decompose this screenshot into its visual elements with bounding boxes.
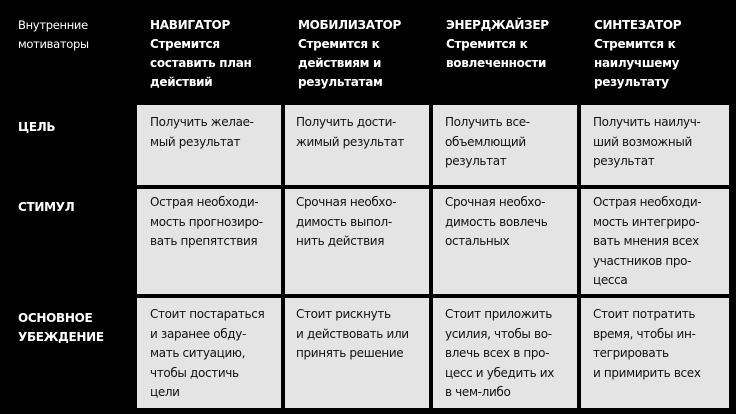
column-subtitle: Стремится к действиям и результатам [298,37,383,89]
column-subtitle: Стремится к вовлеченности [446,37,547,70]
cell-text: Стоит постараться и заранее обду- мать ситуацию, чтобы достичь цели [150,307,265,400]
cell-text: Острая необходи- мость прогнозиро- вать препятствия [150,195,263,249]
cell-text: Срочная необхо- димость вовлечь остальных [445,195,548,249]
row-label-stimulus: СТИМУЛ [18,200,75,214]
cell-text: Срочная необхо- димость выпол- нить действия [296,195,397,249]
row-label-core-belief: ОСНОВНОЕ УБЕЖДЕНИЕ [18,311,104,344]
column-header-mobilizer [298,16,413,92]
column-header-navigator [150,16,280,92]
column-title: СИНТЕЗАТОР [594,18,682,32]
cell-text: Получить наилуч- ший возможный результат [593,115,701,169]
cell-text: Стоит приложить усилия, чтобы во- влечь всех в про- цесс и убедить их в чем-либо [445,307,554,400]
cell-text: Стоит рискнуть и действовать или принять решение [296,307,409,361]
cell-text: Острая необходи- мость интегриро- вать мнения всех участников про- цесса [593,195,702,288]
cell-text: Получить дости- жимый результат [296,115,405,149]
column-title: ЭНЕРДЖАЙЗЕР [446,18,549,32]
corner-label: Внутренние мотиваторы [18,18,89,51]
cell-text: Получить все- объемлющий результат [445,115,530,169]
cell-text: Получить желае- мый результат [150,115,254,149]
column-header-synthesizer [594,16,704,92]
cell-text: Стоит потратить время, чтобы ин- тегрировать и примирить всех [593,307,701,380]
column-header-energizer [446,16,576,73]
column-subtitle: Стремится к наилучшему результату [594,37,680,89]
column-title: МОБИЛИЗАТОР [298,18,402,32]
column-title: НАВИГАТОР [150,18,230,32]
row-label-goal: ЦЕЛЬ [18,120,56,134]
column-subtitle: Стремится составить план действий [150,37,252,89]
